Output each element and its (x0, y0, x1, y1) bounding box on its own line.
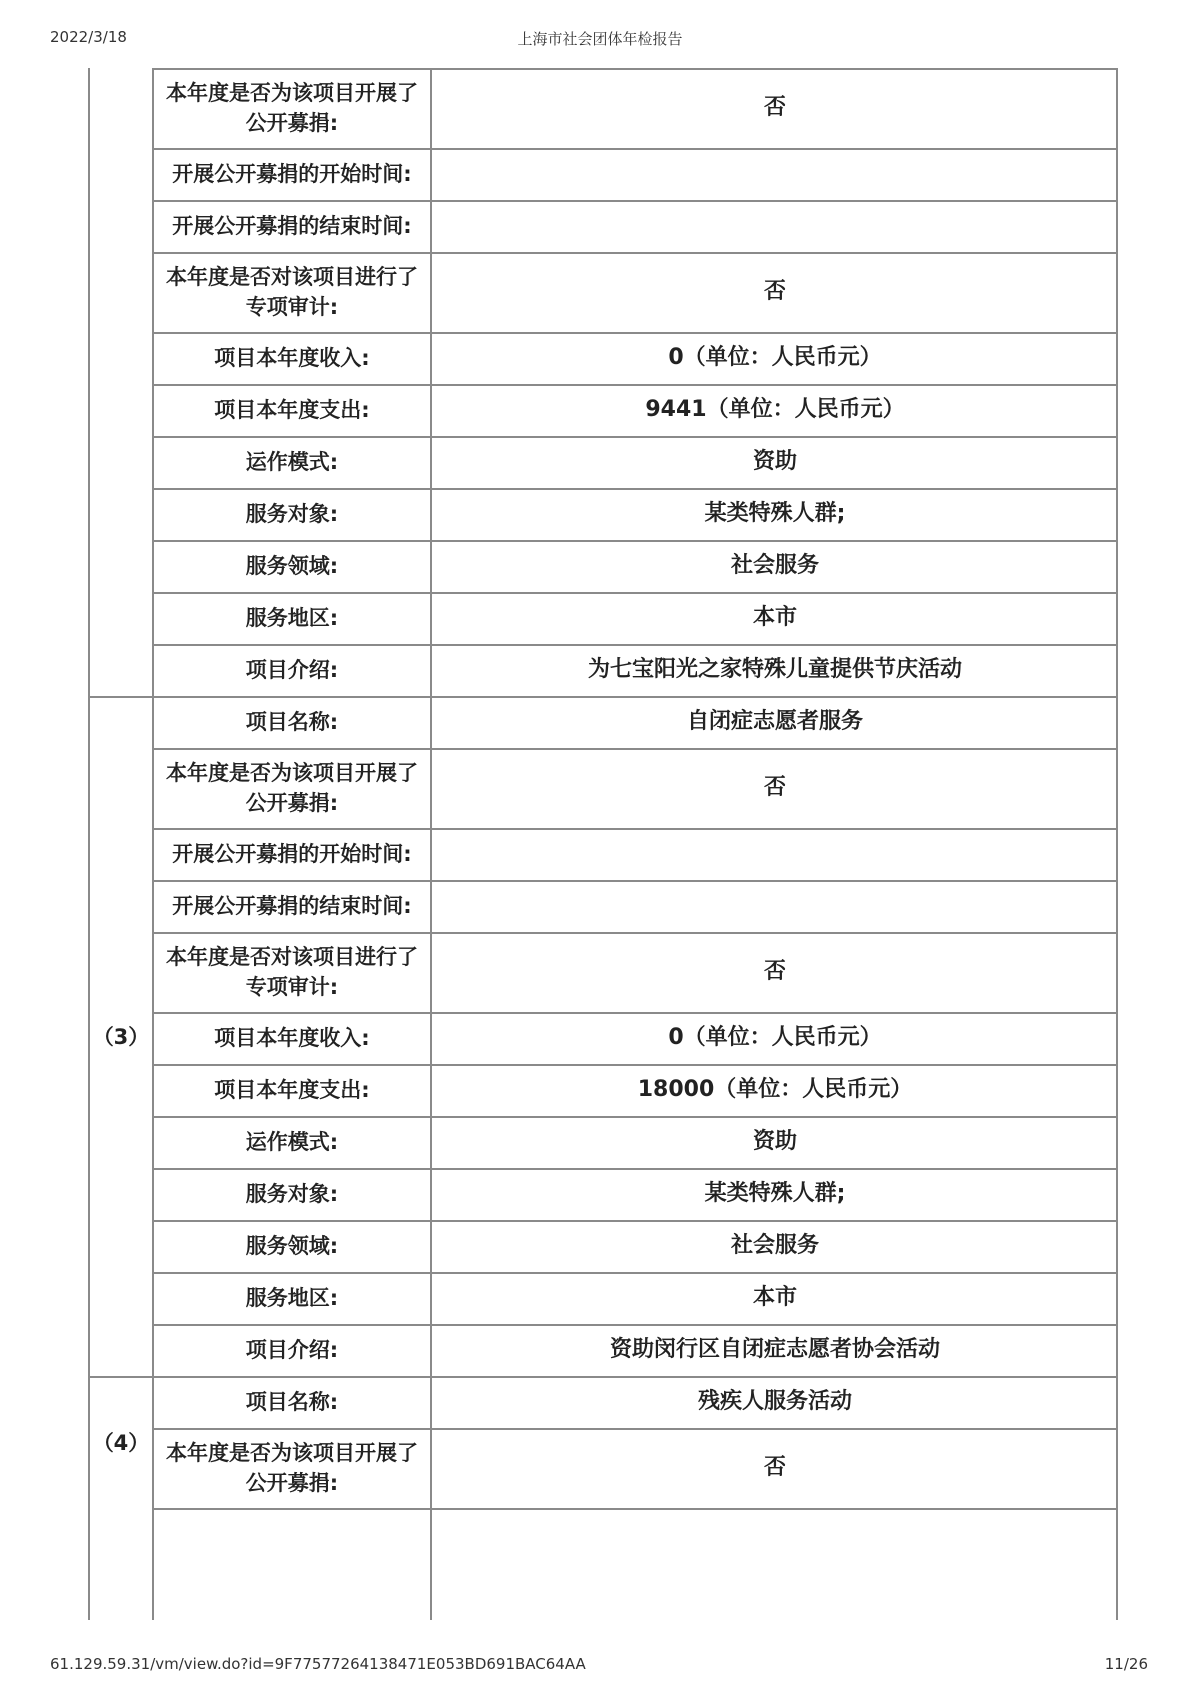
field-label: 项目介绍: (245, 1338, 339, 1362)
field-value: 否 (763, 1455, 786, 1480)
field-label: 运作模式: (245, 1130, 339, 1154)
field-label: 本年度是否为该项目开展了公开募捐: (166, 1441, 418, 1495)
field-label: 项目名称: (245, 710, 339, 734)
field-label: 开展公开募捐的开始时间: (172, 842, 412, 866)
project-table (88, 68, 1118, 1620)
field-value: 9441（单位：人民币元） (645, 397, 905, 422)
field-value: 为七宝阳光之家特殊儿童提供节庆活动 (587, 657, 962, 682)
field-value: 资助 (752, 1129, 797, 1154)
field-label: 项目本年度支出: (214, 398, 370, 422)
row-divider (88, 1376, 1118, 1378)
field-label: 服务对象: (245, 502, 339, 526)
column-divider (152, 68, 154, 1620)
field-label: 本年度是否为该项目开展了公开募捐: (166, 761, 418, 815)
field-value: 18000（单位：人民币元） (637, 1077, 913, 1102)
field-label: 运作模式: (245, 450, 339, 474)
field-value: 否 (763, 279, 786, 304)
field-label: 开展公开募捐的结束时间: (172, 214, 412, 238)
project-index: （3） (92, 1025, 150, 1049)
field-value: 0（单位：人民币元） (668, 1025, 882, 1050)
field-value: 自闭症志愿者服务 (686, 709, 863, 734)
field-value (432, 880, 1118, 932)
row-divider (154, 1508, 1118, 1510)
field-label: 服务地区: (245, 1286, 339, 1310)
field-value: 否 (763, 95, 786, 120)
field-value: 否 (763, 959, 786, 984)
field-value: 某类特殊人群; (704, 1181, 846, 1206)
field-value: 社会服务 (730, 553, 819, 578)
document-title: 上海市社会团体年检报告 (517, 30, 683, 48)
field-label: 开展公开募捐的结束时间: (172, 894, 412, 918)
field-value: 残疾人服务活动 (697, 1389, 852, 1414)
row-divider (88, 696, 1118, 698)
field-label: 服务领域: (245, 1234, 339, 1258)
field-value (432, 200, 1118, 252)
column-divider (430, 68, 432, 1620)
page-url: 61.129.59.31/vm/view.do?id=9F77577264138471E053BD691BAC64AA (50, 1655, 586, 1673)
field-label: 项目名称: (245, 1390, 339, 1414)
page-number: 11/26 (1104, 1655, 1148, 1673)
field-value: 本市 (752, 605, 797, 630)
field-value: 否 (763, 775, 786, 800)
field-label: 服务对象: (245, 1182, 339, 1206)
field-value: 某类特殊人群; (704, 501, 846, 526)
field-label: 项目本年度收入: (214, 346, 370, 370)
field-value: 0（单位：人民币元） (668, 345, 882, 370)
field-value (432, 148, 1118, 200)
field-value: 本市 (752, 1285, 797, 1310)
field-label: 项目介绍: (245, 658, 339, 682)
field-label: 项目本年度支出: (214, 1078, 370, 1102)
field-label: 服务地区: (245, 606, 339, 630)
field-value (432, 828, 1118, 880)
project-index (88, 68, 154, 696)
field-label: 本年度是否为该项目开展了公开募捐: (166, 81, 418, 135)
field-label: 本年度是否对该项目进行了专项审计: (166, 265, 418, 319)
project-index: （4） (92, 1431, 150, 1455)
field-value: 社会服务 (730, 1233, 819, 1258)
field-value: 资助 (752, 449, 797, 474)
field-label: 本年度是否对该项目进行了专项审计: (166, 945, 418, 999)
field-label: 开展公开募捐的开始时间: (172, 162, 412, 186)
column-divider (88, 68, 90, 1620)
field-label: 服务领域: (245, 554, 339, 578)
column-divider (1116, 68, 1118, 1620)
field-label: 项目本年度收入: (214, 1026, 370, 1050)
field-value: 资助闵行区自闭症志愿者协会活动 (609, 1337, 940, 1362)
print-date: 2022/3/18 (50, 28, 127, 46)
